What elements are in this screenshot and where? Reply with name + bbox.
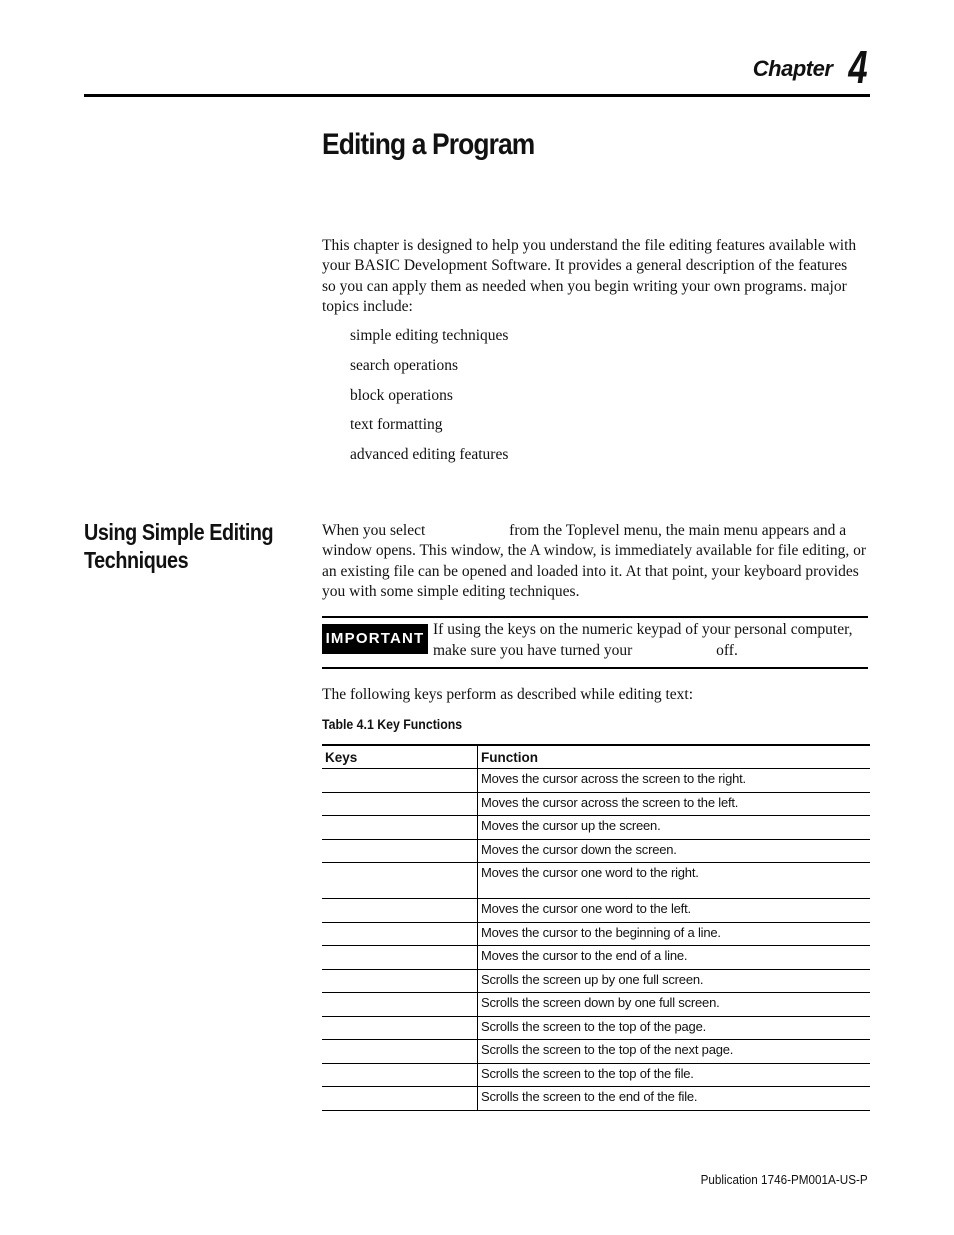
publication-footer: Publication 1746-PM001A-US-P — [700, 1172, 868, 1187]
column-header-keys: Keys — [322, 745, 478, 769]
page-title: Editing a Program — [322, 128, 535, 161]
key-cell — [322, 993, 478, 1017]
key-cell — [322, 946, 478, 970]
key-cell — [322, 1063, 478, 1087]
function-cell: Moves the cursor to the end of a line. — [478, 946, 871, 970]
table-row — [322, 1087, 870, 1111]
paragraph-text: When you select — [322, 522, 426, 539]
section-title — [84, 518, 273, 574]
table-row — [322, 769, 870, 793]
key-cell — [322, 969, 478, 993]
topic-list — [350, 326, 508, 475]
key-cell — [322, 922, 478, 946]
section-paragraph — [322, 521, 870, 602]
table-header-row — [322, 745, 870, 769]
list-item: simple editing techniques — [350, 327, 509, 344]
function-cell: Moves the cursor down the screen. — [478, 839, 871, 863]
table-row — [322, 1016, 870, 1040]
key-cell — [322, 769, 478, 793]
note-text: If using the keys on the numeric keypad of your personal computer, make sure you have turned your — [433, 621, 853, 659]
function-cell: Moves the cursor across the screen to the right. — [478, 769, 871, 793]
function-cell: Moves the cursor across the screen to the left. — [478, 792, 871, 816]
function-cell: Scrolls the screen down by one full screen. — [478, 993, 871, 1017]
table-row — [322, 1040, 870, 1064]
function-cell: Scrolls the screen up by one full screen. — [478, 969, 871, 993]
table-row — [322, 922, 870, 946]
column-header-function: Function — [478, 745, 871, 769]
important-text — [433, 620, 868, 661]
section-title-line: Techniques — [84, 547, 189, 573]
table-row — [322, 993, 870, 1017]
key-cell — [322, 816, 478, 840]
table-row — [322, 969, 870, 993]
list-item: advanced editing features — [350, 446, 509, 464]
function-cell: Scrolls the screen to the end of the file. — [478, 1087, 871, 1111]
table-row — [322, 1063, 870, 1087]
header-rule — [84, 94, 870, 97]
function-cell: Moves the cursor up the screen. — [478, 816, 871, 840]
following-text: The following keys perform as described while editing text: — [322, 686, 694, 703]
key-functions-table — [322, 744, 870, 1111]
list-item: text formatting — [350, 416, 443, 434]
table-row — [322, 839, 870, 863]
important-note — [322, 616, 868, 669]
table-caption: Table 4.1 Key Functions — [322, 716, 463, 732]
paragraph-text: from the Toplevel menu, the main menu appears and a window opens. This window, the A window, is immediately available for file editing, or an existing file can be opened and loaded into it. At that point, your keyboard provides you with some simple editing techniques. — [322, 522, 866, 600]
function-cell: Moves the cursor to the beginning of a line. — [478, 922, 871, 946]
list-item: search operations — [350, 356, 459, 374]
key-cell — [322, 899, 478, 923]
key-cell — [322, 1016, 478, 1040]
table-row — [322, 946, 870, 970]
function-cell: Moves the cursor one word to the right. — [478, 863, 871, 899]
table-row — [322, 899, 870, 923]
chapter-label: Chapter — [752, 56, 833, 81]
function-cell: Scrolls the screen to the top of the page. — [478, 1016, 871, 1040]
chapter-number: 4 — [848, 41, 868, 93]
important-badge: IMPORTANT — [322, 624, 428, 654]
list-item: block operations — [350, 386, 453, 404]
function-cell: Scrolls the screen to the top of the file. — [478, 1063, 871, 1087]
table-row — [322, 816, 870, 840]
key-cell — [322, 792, 478, 816]
note-text: off. — [716, 641, 738, 659]
key-cell — [322, 1087, 478, 1111]
function-cell: Scrolls the screen to the top of the next page. — [478, 1040, 871, 1064]
table-row — [322, 792, 870, 816]
section-title-line: Using Simple Editing — [84, 519, 274, 545]
intro-paragraph: This chapter is designed to help you understand the file editing features available with your BASIC Development Software. It provides a general description of the features so you can apply them as needed when you begin writing your own programs. major topics include: — [322, 237, 857, 315]
key-cell — [322, 839, 478, 863]
function-cell: Moves the cursor one word to the left. — [478, 899, 871, 923]
key-cell — [322, 1040, 478, 1064]
table-row — [322, 863, 870, 899]
chapter-heading — [752, 30, 868, 93]
key-cell — [322, 863, 478, 899]
